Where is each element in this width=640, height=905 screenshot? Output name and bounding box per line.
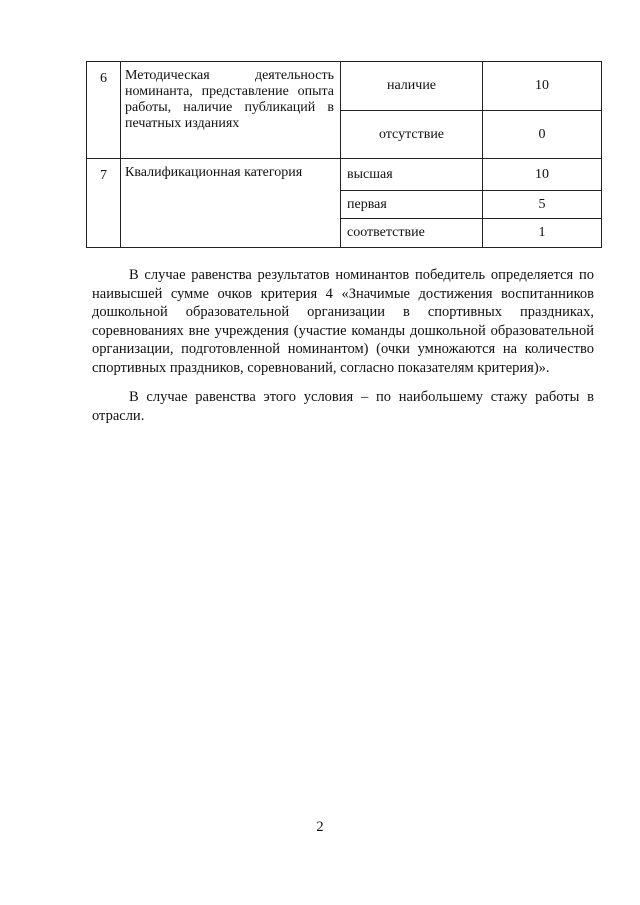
- criteria-table: [86, 61, 602, 248]
- option-label: соответствие: [341, 219, 483, 248]
- row-number: 6: [87, 62, 121, 159]
- tie-break-paragraph: В случае равенства результатов номинантов победитель определяется по наивысшей сумме очков критерия 4 «Значимые достижения воспитанников дошкольной образовательной организации в спортивных праздниках, соревнованиях вне учреждения (участие команды дошкольной образовательной организации, подготовленной номинантом) (очки умножаются на количество спортивных праздников, соревнований, согласно показателям критерия)».: [92, 267, 594, 376]
- option-label: отсутствие: [341, 111, 483, 159]
- option-label: первая: [341, 191, 483, 219]
- option-points: 5: [483, 191, 602, 219]
- table-row: [87, 62, 602, 111]
- row-number: 7: [87, 159, 121, 248]
- page-number: 2: [316, 819, 324, 835]
- option-label: высшая: [341, 159, 483, 191]
- table-row: [87, 159, 602, 191]
- option-points: 0: [483, 111, 602, 159]
- option-points: 10: [483, 159, 602, 191]
- option-points: 1: [483, 219, 602, 248]
- criterion-name: Методическая деятельность номинанта, представление опыта работы, наличие публикаций в печатных изданиях: [121, 62, 341, 159]
- option-points: 10: [483, 62, 602, 111]
- option-label: наличие: [341, 62, 483, 111]
- second-tie-break-paragraph: В случае равенства этого условия – по наибольшему стажу работы в отрасли.: [92, 389, 594, 424]
- criterion-name: Квалификационная категория: [121, 159, 341, 248]
